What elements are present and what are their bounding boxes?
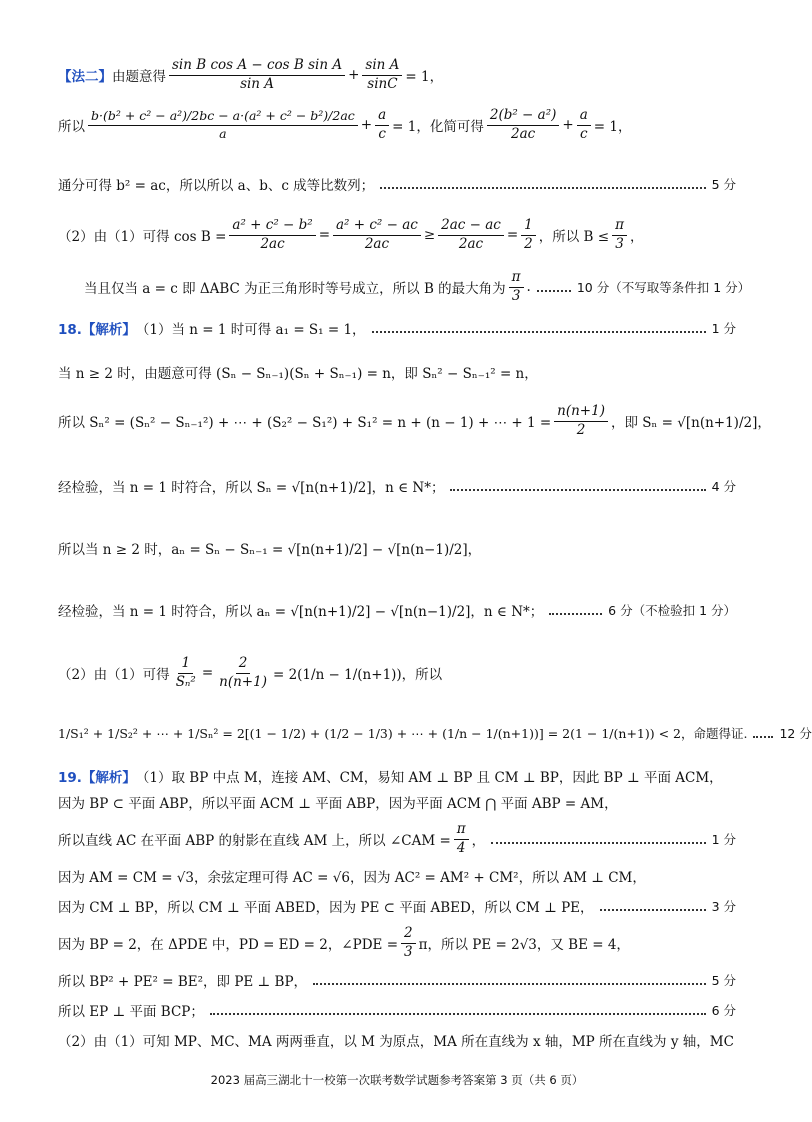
dot-leader [372, 331, 706, 333]
fraction: $\frac{1}{2}$ [521, 218, 536, 252]
score: 12 分 [779, 726, 812, 741]
fraction: $\frac{n(n+1)}{2}$ [554, 404, 608, 438]
sol2-line2: 所以 $\frac{\text{b·(b² + c² − a²)/2bc − a·(a² + c² − b²)/2ac}}{a}$ + $\frac{a}{c}$ = 1，化简可得 $\frac{\text{2(b² − a²)}}{2ac}$ + $\frac{a}{c}$ = 1， [58, 107, 632, 142]
fraction: $\frac{\pi}{3}$ [509, 270, 524, 304]
sol2-line5: 当且仅当 a = c 即 ΔABC 为正三角形时等号成立，所以 B 的最大角为 $\frac{\pi}{3}$ . 10 分（不写取等条件扣 1 分） [84, 269, 751, 304]
dot-leader [380, 187, 705, 189]
sol2-line1: 【法二】 由题意得 $\frac{\text{sin B cos A − cos B sin A}}{\text{sin A}}$ + $\frac{\text{sin A}}{\sin C}$ = 1， [58, 57, 444, 92]
dot-leader [491, 842, 705, 844]
fraction: $\frac{\pi}{4}$ [454, 822, 469, 856]
q19-line9: （2）由（1）可知 MP、MC、MA 两两垂直，以 M 为原点，MA 所在直线为 x 轴，MP 所在直线为 y 轴，MC [58, 1034, 734, 1050]
q19-line1: 19.【解析】 （1）取 BP 中点 M，连接 AM、CM，易知 AM ⊥ BP 且 CM ⊥ BP，因此 BP ⊥ 平面 ACM， [58, 766, 736, 786]
score: 5 分 [711, 973, 736, 988]
q19-line4: 因为 AM = CM = √3，余弦定理可得 AC = √6，因为 AC² = AM² + CM²，所以 AM ⊥ CM， [58, 870, 646, 886]
fraction: $\frac{\text{a² + c² − ac}}{2ac}$ [333, 218, 421, 252]
score: 3 分 [711, 899, 736, 914]
sol2-tag: 【法二】 [58, 69, 112, 86]
q19-line3: 所以直线 AC 在平面 ABP 的射影在直线 AM 上，所以 ∠CAM = $\frac{\pi}{4}$ ， 1 分 [58, 821, 736, 856]
fraction: $\frac{\text{sin B cos A − cos B sin A}}{\text{sin A}}$ [169, 58, 345, 92]
score: 1 分 [711, 321, 736, 336]
q18-line8: 1/S₁² + 1/S₂² + ⋯ + 1/Sₙ² = 2[(1 − 1/2) + (1/2 − 1/3) + ⋯ + (1/n − 1/(n+1))] = 2(1 − 1/(n+1)) < 2，命题得证. 12 分 [58, 726, 812, 741]
dot-leader [210, 1013, 706, 1015]
q19-line6: 因为 BP = 2，在 ΔPDE 中，PD = ED = 2，∠PDE = $\frac{2}{3}$ π，所以 PE = 2√3，又 BE = 4， [58, 925, 630, 960]
sol2-line4: （2）由（1）可得 cos B = $\frac{\text{a² + c² − b²}}{2ac}$ = $\frac{\text{a² + c² − ac}}{2ac}$ ≥ $\frac{2ac - ac}{2ac}$ = $\frac{1}{2}$ ，所以 B ≤ $\frac{\pi}{3}$ ， [58, 217, 644, 252]
dot-leader [600, 909, 706, 911]
q19-line5: 因为 CM ⊥ BP，所以 CM ⊥ 平面 ABED，因为 PE ⊂ 平面 ABED，所以 CM ⊥ PE， 3 分 [58, 899, 736, 916]
q18-line3: 所以 Sₙ² = (Sₙ² − Sₙ₋₁²) + ⋯ + (S₂² − S₁²) + S₁² = n + (n − 1) + ⋯ + 1 = $\frac{n(n+1)}{2}$ ，即 Sₙ = √[n(n+1)/2]， [58, 403, 771, 438]
fraction: $\frac{1}{\text{Sₙ²}}$ [175, 655, 196, 690]
q18-line6: 经检验，当 n = 1 时符合，所以 aₙ = √[n(n+1)/2] − √[n(n−1)/2]，n ∈ N*； 6 分（不检验扣 1 分） [58, 603, 736, 620]
fraction: $\frac{2}{3}$ [401, 926, 416, 960]
score: 6 分 [711, 1003, 736, 1018]
fraction: $\frac{\text{a² + c² − b²}}{2ac}$ [229, 218, 315, 252]
q18-line1: 18.【解析】 （1）当 n = 1 时可得 a₁ = S₁ = 1， 1 分 [58, 318, 736, 338]
q18-line7: （2）由（1）可得 $\frac{1}{\text{Sₙ²}}$ = $\frac{2}{n(n+1)}$ = 2(1/n − 1/(n+1))，所以 [58, 655, 443, 690]
fraction: $\frac{\text{2(b² − a²)}}{2ac}$ [487, 108, 560, 142]
q18-line5: 所以当 n ≥ 2 时，aₙ = Sₙ − Sₙ₋₁ = √[n(n+1)/2] − √[n(n−1)/2]， [58, 542, 482, 558]
q19-tag: 19.【解析】 [58, 770, 136, 786]
page-footer: 2023 届高三湖北十一校第一次联考数学试题参考答案第 3 页（共 6 页） [210, 1073, 584, 1087]
q18-line2: 当 n ≥ 2 时，由题意可得 (Sₙ − Sₙ₋₁)(Sₙ + Sₙ₋₁) = n，即 Sₙ² − Sₙ₋₁² = n， [58, 366, 538, 382]
fraction: $\frac{\pi}{3}$ [612, 218, 627, 252]
fraction: $\frac{2ac - ac}{2ac}$ [438, 218, 504, 252]
dot-leader [753, 736, 773, 738]
score: 4 分 [711, 479, 736, 494]
q18-line4: 经检验，当 n = 1 时符合，所以 Sₙ = √[n(n+1)/2]，n ∈ N*； 4 分 [58, 479, 736, 496]
dot-leader [549, 613, 602, 615]
sol2-line3: 通分可得 b² = ac，所以所以 a、b、c 成等比数列； 5 分 [58, 177, 736, 194]
fraction: $\frac{a}{c}$ [375, 108, 389, 142]
fraction: $\frac{\text{b·(b² + c² − a²)/2bc − a·(a² + c² − b²)/2ac}}{a}$ [88, 109, 358, 141]
fraction: $\frac{2}{n(n+1)}$ [219, 655, 267, 690]
q19-line2: 因为 BP ⊂ 平面 ABP，所以平面 ACM ⊥ 平面 ABP，因为平面 ACM ⋂ 平面 ABP = AM， [58, 796, 618, 812]
dot-leader [313, 983, 706, 985]
q19-line8: 所以 EP ⊥ 平面 BCP； 6 分 [58, 1003, 736, 1020]
score: 6 分（不检验扣 1 分） [608, 603, 736, 618]
q19-line7: 所以 BP² + PE² = BE²，即 PE ⊥ BP， 5 分 [58, 973, 736, 990]
score: 5 分 [711, 177, 736, 192]
fraction: $\frac{a}{c}$ [577, 108, 591, 142]
dot-leader [450, 489, 705, 491]
fraction: $\frac{\text{sin A}}{\sin C}$ [362, 58, 402, 92]
text: 由题意得 [112, 69, 166, 86]
score: 1 分 [711, 832, 736, 848]
q18-tag: 18.【解析】 [58, 322, 136, 338]
score: 10 分（不写取等条件扣 1 分） [576, 280, 751, 296]
dot-leader [537, 290, 571, 292]
